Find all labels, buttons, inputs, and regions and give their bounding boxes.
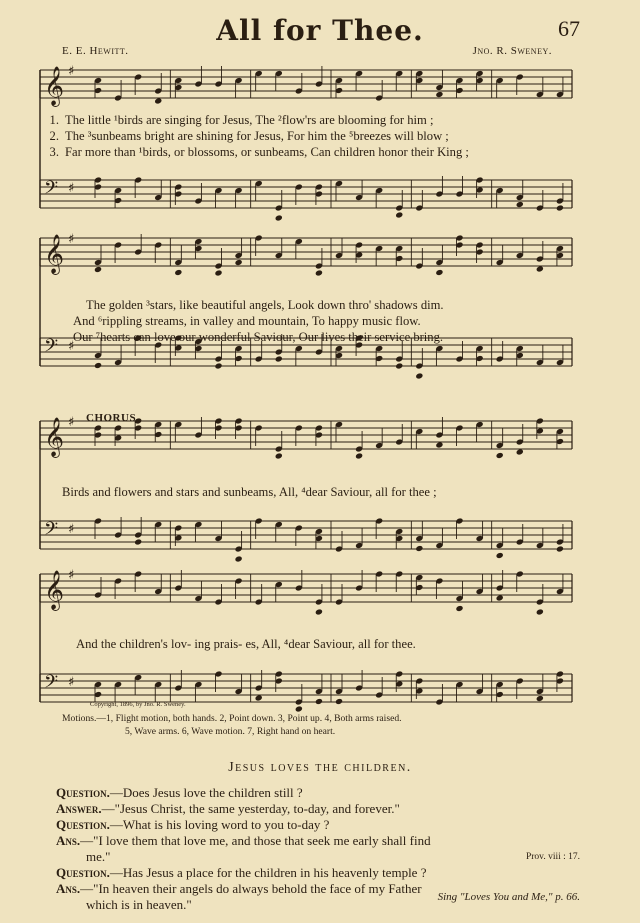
sharp-icon: ♯: [68, 415, 75, 430]
verse-1-line-2: The golden ³stars, like beautiful angels, Look down thro' shadows dim.: [86, 298, 444, 312]
sharp-icon: ♯: [68, 232, 75, 247]
bass-clef-icon: 𝄢: [44, 519, 59, 544]
note-head: [174, 269, 182, 276]
staff: [40, 568, 572, 616]
note-head: [415, 372, 423, 379]
bass-clef-icon: 𝄢: [44, 336, 59, 361]
note-head: [94, 266, 102, 273]
qa-line: Ans.—"I love them that love me, and those that seek me early shall find: [56, 833, 431, 848]
note-head: [235, 259, 243, 266]
qa-line: me.": [86, 849, 111, 864]
note-head: [556, 545, 564, 552]
note-head: [556, 204, 564, 211]
sing-note: Sing "Loves You and Me," p. 66.: [437, 891, 580, 903]
note-head: [536, 265, 544, 272]
note-head: [315, 608, 323, 615]
note-head: [315, 269, 323, 276]
note-head: [435, 91, 443, 98]
note-head: [395, 211, 403, 218]
note-head: [275, 355, 283, 362]
chorus-line-1: Birds and flowers and stars and sunbeams, All, ⁴dear Saviour, all for thee ;: [62, 485, 437, 499]
treble-clef-icon: 𝄞: [44, 417, 65, 457]
page-number: 67: [558, 16, 580, 41]
bass-clef-icon: 𝄢: [44, 672, 59, 697]
staff: [40, 64, 572, 107]
treble-clef-icon: 𝄞: [44, 570, 65, 610]
note-head: [455, 605, 463, 612]
note-head: [536, 695, 544, 702]
motions-line-1: Motions.—1, Flight motion, both hands. 2, Point down. 3, Point up. 4, Both arms raised.: [62, 713, 402, 724]
note-head: [214, 362, 222, 369]
qa-line: Question.—What is his loving word to you to-day ?: [56, 817, 330, 832]
qa-line: Ans.—"In heaven their angels do always behold the face of my Father: [56, 881, 422, 896]
copyright-notice: Copyright, 1896, by Jno. R. Sweney.: [90, 701, 186, 708]
sharp-icon: ♯: [68, 568, 75, 583]
verse-2-line-2: And ⁶rippling streams, in valley and mountain, To happy music flow.: [73, 314, 421, 328]
catechism-title: Jesus loves the children.: [228, 760, 412, 775]
verse-1-line-1: 1. The little ¹birds are singing for Jesus, The ²flow'rs are blooming for him ;: [49, 113, 434, 127]
note-head: [255, 694, 263, 701]
sharp-icon: ♯: [68, 339, 75, 354]
note-head: [395, 362, 403, 369]
chorus-line-2: And the children's lov- ing prais- es, All, ⁴dear Saviour, all for thee.: [76, 637, 416, 651]
motions-line-2: 5, Wave arms. 6, Wave motion. 7, Right hand on heart.: [125, 726, 336, 737]
composer: Jno. R. Sweney.: [472, 45, 552, 57]
sharp-icon: ♯: [68, 64, 75, 79]
treble-clef-icon: 𝄞: [44, 234, 65, 274]
staff: [40, 176, 572, 222]
note-head: [214, 269, 222, 276]
qa-line: Question.—Does Jesus love the children still ?: [56, 785, 303, 800]
hymn-title: All for Thee.: [216, 14, 424, 47]
note-head: [94, 362, 102, 369]
lyricist: E. E. Hewitt.: [62, 45, 129, 57]
qa-line: which is in heaven.": [86, 897, 192, 912]
note-head: [154, 97, 162, 104]
sharp-icon: ♯: [68, 522, 75, 537]
note-head: [275, 214, 283, 221]
note-head: [235, 555, 243, 562]
note-head: [536, 608, 544, 615]
bass-clef-icon: 𝄢: [44, 178, 59, 203]
note-head: [315, 698, 323, 705]
note-head: [415, 545, 423, 552]
treble-clef-icon: 𝄞: [44, 66, 65, 106]
staff: [40, 232, 572, 277]
note-head: [496, 552, 504, 559]
note-head: [435, 441, 443, 448]
qa-line: Question.—Has Jesus a place for the children in his heavenly temple ?: [56, 865, 427, 880]
verse-3-line-1: 3. Far more than ¹birds, or blossoms, or sunbeams, Can children honor their King ;: [49, 145, 469, 159]
note-head: [295, 705, 303, 712]
note-head: [496, 594, 504, 601]
sharp-icon: ♯: [68, 675, 75, 690]
note-head: [335, 698, 343, 705]
note-head: [435, 269, 443, 276]
note-head: [496, 452, 504, 459]
qa-line: Answer.—"Jesus Christ, the same yesterday, to-day, and forever.": [56, 801, 400, 816]
note-head: [355, 452, 363, 459]
note-head: [516, 448, 524, 455]
verse-2-line-1: 2. The ³sunbeams bright are shining for Jesus, For him the ⁵breezes will blow ;: [49, 129, 449, 143]
note-head: [516, 201, 524, 208]
chorus-label: CHORUS.: [86, 412, 140, 424]
staff: [40, 517, 572, 563]
verse-3-line-2: Our ⁷hearts can love our wonderful Saviour, Our lives their service bring.: [73, 330, 444, 344]
note-head: [275, 452, 283, 459]
scripture-reference: Prov. viii : 17.: [525, 852, 580, 862]
sharp-icon: ♯: [68, 181, 75, 196]
note-head: [134, 538, 142, 545]
